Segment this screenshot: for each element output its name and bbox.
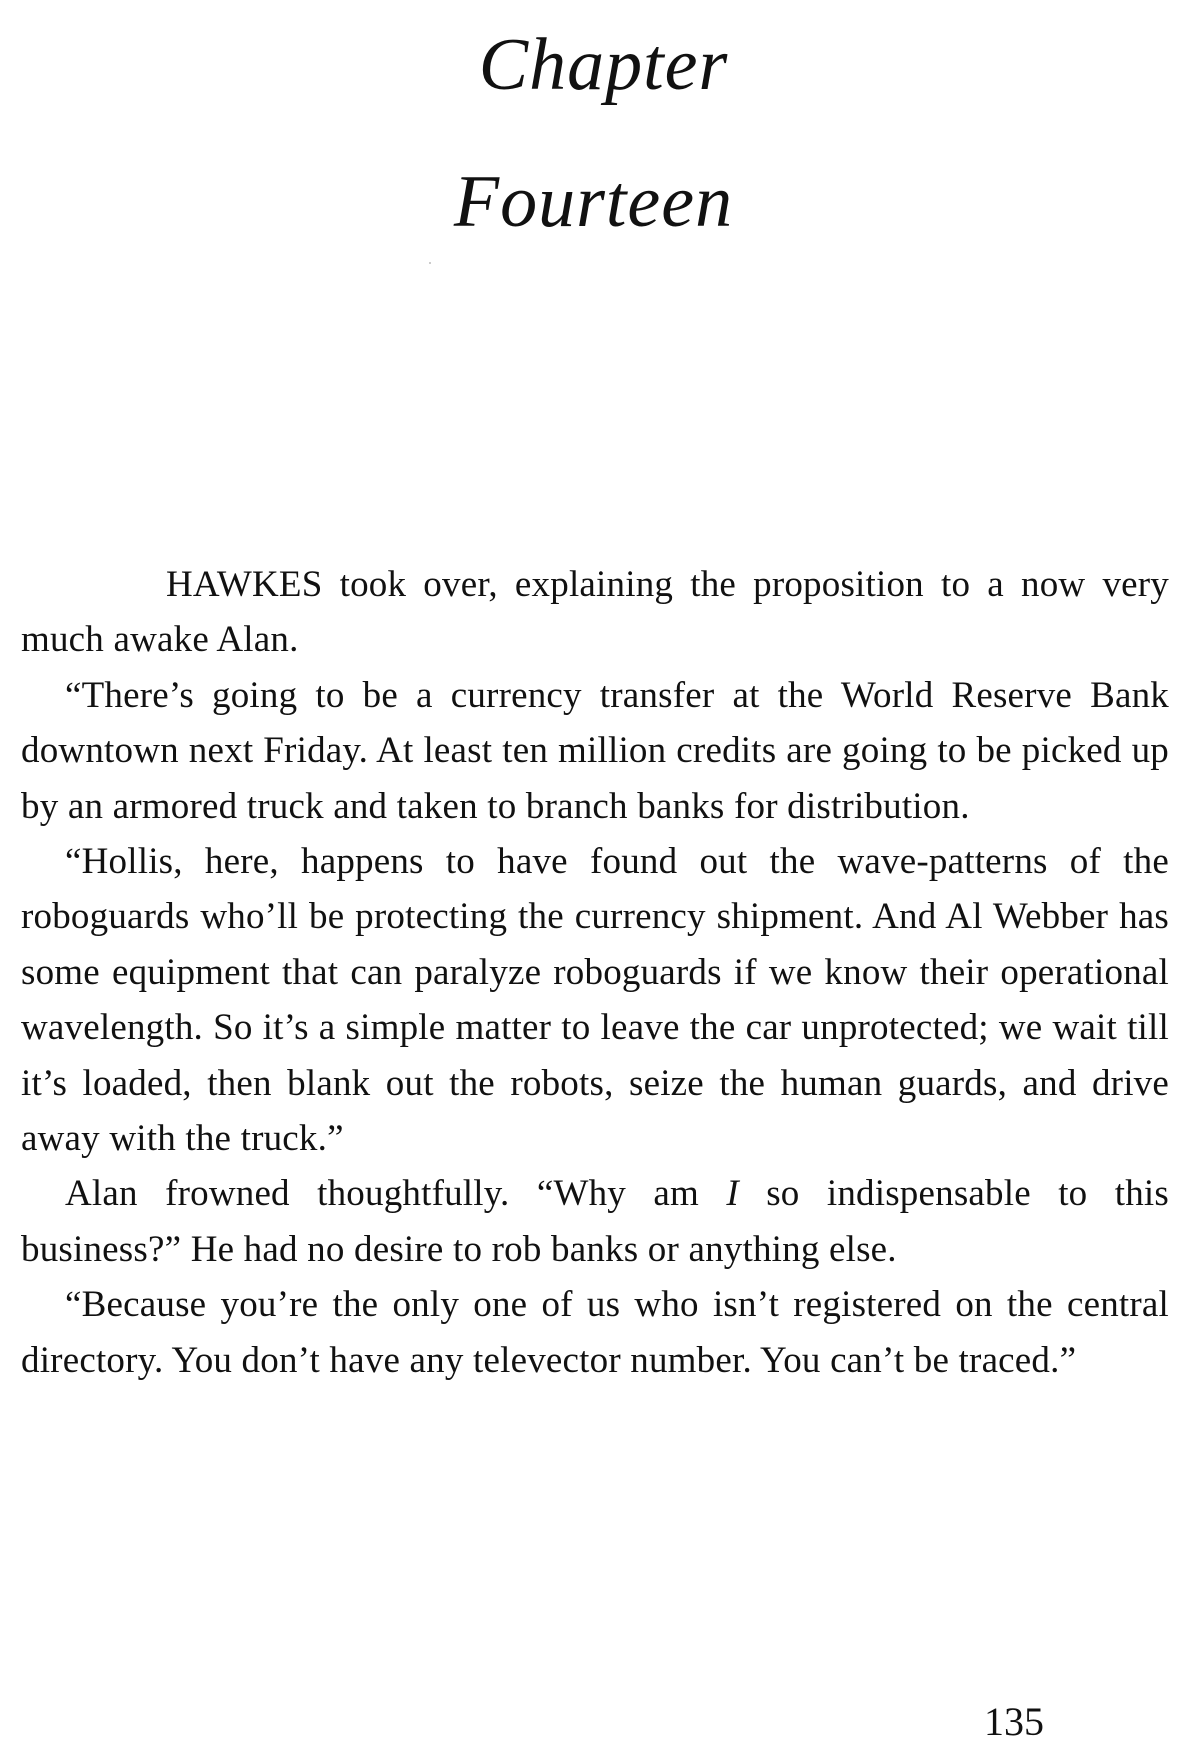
paragraph-text: Alan frowned thoughtfully. “Why am	[65, 1173, 727, 1215]
emphasized-word: I	[726, 1173, 739, 1215]
page-number: 135	[984, 1699, 1044, 1744]
paragraph: “Hollis, here, happens to have found out the wave-patterns of the roboguards who’ll be protecting the currency shipment. And Al Webber has some equipment that can paralyze roboguards if we know their operational wavelength. So it’s a simple matter to leave the car unprotected; we wait till it’s loaded, then blank out the robots, seize the human guards, and drive away with the truck.”	[21, 841, 1169, 1160]
paragraph: “There’s going to be a currency transfer at the World Reserve Bank downtown next Friday. At least ten million credits are going to be picked up by an armored truck and taken to branch banks for distribution.	[21, 674, 1169, 827]
chapter-number-word: Fourteen	[453, 161, 734, 243]
chapter-title-word: Chapter	[478, 24, 729, 106]
print-speck	[429, 262, 431, 264]
paragraph: HAWKES took over, explaining the proposition to a now very much awake Alan.	[21, 564, 1169, 661]
paragraph	[21, 1166, 1169, 1277]
paragraph: “Because you’re the only one of us who isn’t registered on the central directory. You don’t have any televector number. You can’t be traced.”	[21, 1284, 1169, 1381]
paragraph-text: so indispensable to this business?” He had no desire to rob banks or anything else.	[21, 1173, 1169, 1270]
chapter-body	[21, 557, 1169, 1388]
